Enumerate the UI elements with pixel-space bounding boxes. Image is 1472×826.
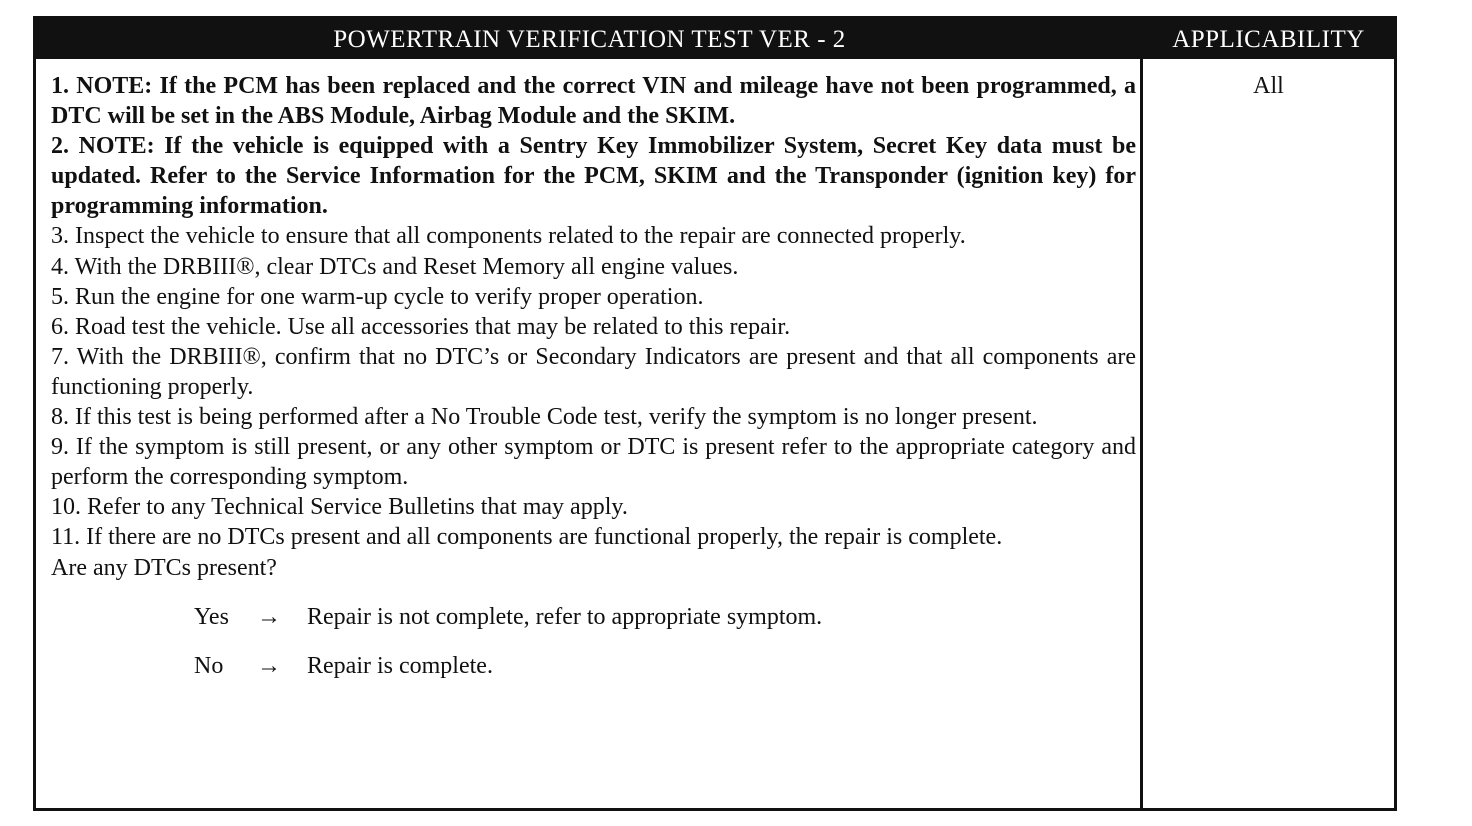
- test-title: POWERTRAIN VERIFICATION TEST VER - 2: [333, 26, 846, 53]
- dtc-question: Are any DTCs present?: [51, 554, 277, 581]
- step-7: 7. With the DRBIII®, confirm that no DTC’s or Secondary Indicators are present and that all components are functioning properly.: [51, 343, 1136, 400]
- applicability-header: APPLICABILITY: [1172, 26, 1365, 53]
- verification-test-table: [33, 16, 1397, 811]
- column-divider: [1140, 59, 1143, 811]
- step-10: 10. Refer to any Technical Service Bulletins that may apply.: [51, 494, 628, 521]
- applicability-value: All: [1253, 73, 1284, 99]
- table-header-row: [36, 19, 1394, 59]
- right-arrow-icon: →: [257, 652, 281, 679]
- step-8: 8. If this test is being performed after a No Trouble Code test, verify the symptom is no longer present.: [51, 404, 1038, 431]
- answer-yes: [51, 602, 1136, 632]
- step-9: 9. If the symptom is still present, or any other symptom or DTC is present refer to the appropriate category and perform the corresponding symptom.: [51, 434, 1136, 491]
- answer-no-text: Repair is complete.: [307, 652, 493, 679]
- answer-list: [51, 602, 1136, 681]
- step-11: 11. If there are no DTCs present and all components are functional properly, the repair is complete.: [51, 524, 1003, 551]
- step-4: 4. With the DRBIII®, clear DTCs and Reset Memory all engine values.: [51, 253, 739, 280]
- step-2: 2. NOTE: If the vehicle is equipped with a Sentry Key Immobilizer System, Secret Key data must be updated. Refer to the Service Information for the PCM, SKIM and the Transponder (ignition key) for programming information.: [51, 133, 1136, 220]
- step-6: 6. Road test the vehicle. Use all accessories that may be related to this repair.: [51, 313, 791, 340]
- answer-no-label: No: [194, 652, 224, 679]
- answer-yes-label: Yes: [194, 603, 229, 630]
- step-3: 3. Inspect the vehicle to ensure that all components related to the repair are connected properly.: [51, 223, 966, 250]
- right-arrow-icon: →: [257, 603, 281, 630]
- answer-no: [51, 651, 1136, 681]
- step-5: 5. Run the engine for one warm-up cycle to verify proper operation.: [51, 283, 704, 310]
- answer-yes-text: Repair is not complete, refer to appropriate symptom.: [307, 603, 823, 630]
- test-procedure-cell: [51, 71, 1136, 700]
- step-1: 1. NOTE: If the PCM has been replaced and the correct VIN and mileage have not been programmed, a DTC will be set in the ABS Module, Airbag Module and the SKIM.: [51, 73, 1136, 130]
